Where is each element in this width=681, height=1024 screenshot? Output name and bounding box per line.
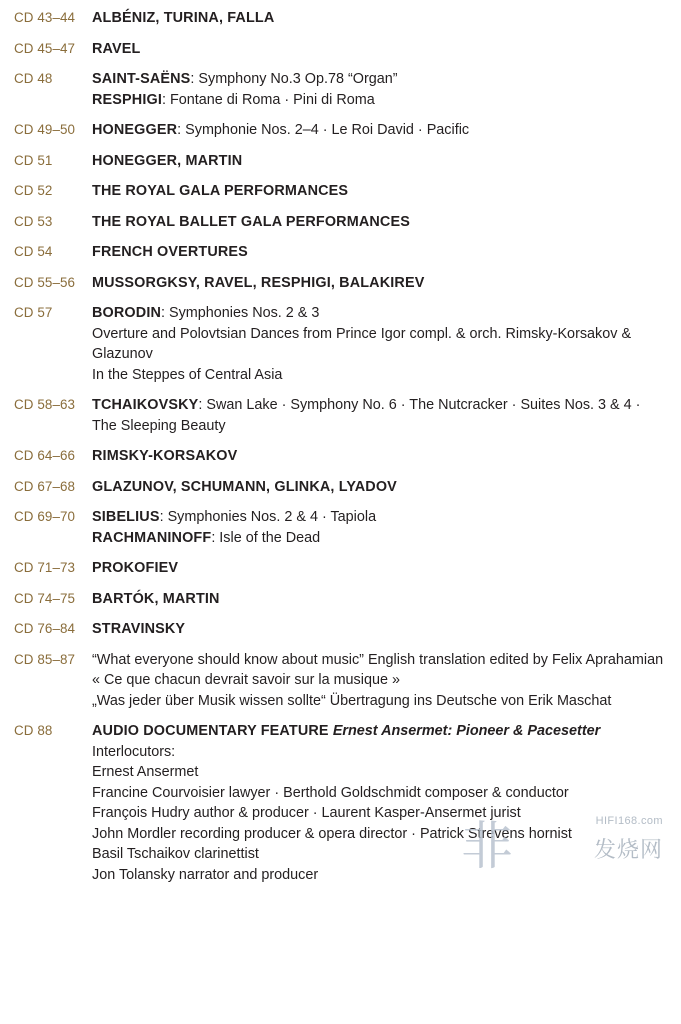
entry-title: THE ROYAL GALA PERFORMANCES	[92, 183, 349, 199]
entry-line	[92, 395, 667, 436]
entry-line	[92, 721, 667, 742]
list-item	[14, 558, 667, 579]
list-item	[14, 120, 667, 141]
cd-contents	[92, 558, 667, 579]
cd-number: CD 67–68	[14, 478, 76, 494]
work-description: : Fontane di Roma · Pini di Roma	[161, 91, 375, 108]
list-item	[14, 8, 667, 29]
entry-line	[92, 507, 667, 528]
cd-number: CD 71–73	[14, 560, 76, 575]
cd-contents	[92, 650, 667, 712]
composer-name: HONEGGER	[92, 122, 178, 138]
cd-number: CD 88	[14, 723, 53, 738]
cd-number: CD 58–63	[14, 397, 76, 412]
work-description: : Symphonies Nos. 2 & 3	[161, 305, 320, 321]
list-item	[14, 507, 667, 548]
cd-contents	[92, 721, 667, 885]
composer-name: SAINT-SAËNS	[92, 71, 191, 87]
entry-line	[92, 528, 667, 549]
cd-contents	[92, 273, 667, 294]
list-item	[14, 151, 667, 172]
composer-name: RACHMANINOFF	[92, 529, 212, 546]
entry-line	[92, 303, 667, 324]
cd-contents	[92, 212, 667, 233]
entry-line: In the Steppes of Central Asia	[92, 366, 283, 383]
cd-number: CD 74–75	[14, 590, 76, 606]
list-item	[14, 273, 667, 294]
watermark-url: HIFI168.com	[595, 815, 663, 827]
entry-line: Interlocutors:	[92, 743, 176, 760]
entry-title: ALBÉNIZ, TURINA, FALLA	[92, 10, 275, 26]
cd-number: CD 43–44	[14, 10, 76, 25]
cd-number: CD 53	[14, 213, 53, 229]
entry-line	[92, 69, 667, 90]
feature-label: AUDIO DOCUMENTARY FEATURE	[92, 723, 333, 739]
entry-title: BARTÓK, MARTIN	[92, 590, 220, 607]
cd-contents	[92, 39, 667, 60]
list-item	[14, 395, 667, 436]
work-description: : Symphony No.3 Op.78 “Organ”	[190, 71, 398, 87]
cd-contents	[92, 303, 667, 385]
cd-contents	[92, 477, 667, 498]
cd-contents	[92, 507, 667, 548]
entry-line	[92, 90, 667, 111]
entry-title: THE ROYAL BALLET GALA PERFORMANCES	[92, 213, 410, 230]
cd-contents	[92, 242, 667, 263]
cd-contents	[92, 120, 667, 141]
work-description: : Isle of the Dead	[211, 529, 321, 546]
entry-line: « Ce que chacun devrait savoir sur la musique »	[92, 672, 400, 688]
entry-title: FRENCH OVERTURES	[92, 244, 248, 260]
list-item	[14, 212, 667, 233]
entry-line: Jon Tolansky narrator and producer	[92, 866, 319, 883]
cd-number: CD 55–56	[14, 274, 76, 290]
list-item	[14, 589, 667, 610]
cd-number: CD 51	[14, 152, 53, 168]
cd-contents	[92, 181, 667, 202]
list-item	[14, 477, 667, 498]
cd-contents	[92, 151, 667, 172]
entry-line: John Mordler recording producer & opera director · Patrick Strevens hornist	[92, 825, 572, 842]
feature-title: Ernest Ansermet: Pioneer & Pacesetter	[332, 723, 601, 739]
cd-number: CD 69–70	[14, 509, 76, 524]
entry-line: Overture and Polovtsian Dances from Prince Igor compl. & orch. Rimsky-Korsakov & Glazunov	[92, 325, 632, 362]
cd-contents	[92, 446, 667, 467]
cd-number: CD 57	[14, 305, 53, 320]
list-item	[14, 69, 667, 110]
list-item	[14, 39, 667, 60]
entry-title: GLAZUNOV, SCHUMANN, GLINKA, LYADOV	[92, 478, 397, 495]
entry-title: RIMSKY-KORSAKOV	[92, 448, 238, 464]
entry-line: „Was jeder über Musik wissen sollte“ Übertragung ins Deutsche von Erik Maschat	[92, 692, 612, 709]
composer-name: RESPHIGI	[92, 91, 162, 108]
cd-number: CD 85–87	[14, 651, 76, 667]
cd-contents	[92, 395, 667, 436]
entry-title: STRAVINSKY	[92, 621, 186, 637]
list-item	[14, 619, 667, 640]
cd-contents	[92, 589, 667, 610]
cd-contents	[92, 619, 667, 640]
work-description: : Symphonies Nos. 2 & 4 · Tapiola	[159, 509, 377, 525]
cd-number: CD 48	[14, 71, 53, 86]
cd-number: CD 54	[14, 244, 53, 259]
watermark-site-name: 发烧网	[593, 838, 663, 863]
cd-number: CD 76–84	[14, 621, 76, 636]
entry-line: “What everyone should know about music” English translation edited by Felix Aprahamian	[92, 651, 664, 668]
composer-name: SIBELIUS	[92, 509, 160, 525]
entry-title: RAVEL	[92, 40, 141, 57]
cd-number: CD 49–50	[14, 122, 76, 137]
entry-title: MUSSORGKSY, RAVEL, RESPHIGI, BALAKIREV	[92, 274, 425, 291]
entry-line: Ernest Ansermet	[92, 764, 199, 780]
entry-title: PROKOFIEV	[92, 560, 179, 576]
list-item	[14, 721, 667, 885]
cd-number: CD 52	[14, 183, 53, 198]
work-description: : Swan Lake · Symphony No. 6 · The Nutcracker · Suites Nos. 3 & 4 · The Sleeping Beauty	[92, 397, 641, 434]
entry-line: Basil Tschaikov clarinettist	[92, 846, 259, 862]
cd-number: CD 64–66	[14, 448, 76, 463]
entry-line: Francine Courvoisier lawyer · Berthold Goldschmidt composer & conductor	[92, 784, 569, 801]
list-item	[14, 650, 667, 712]
composer-name: TCHAIKOVSKY	[92, 397, 199, 413]
entry-title: HONEGGER, MARTIN	[92, 152, 243, 169]
list-item	[14, 303, 667, 385]
cd-contents	[92, 69, 667, 110]
list-item	[14, 181, 667, 202]
entry-line	[92, 120, 667, 141]
cd-number: CD 45–47	[14, 40, 76, 56]
watermark-glyph: 非	[461, 817, 514, 877]
entry-line: François Hudry author & producer · Laurent Kasper-Ansermet jurist	[92, 805, 521, 821]
composer-name: BORODIN	[92, 305, 162, 321]
list-item	[14, 242, 667, 263]
cd-contents	[92, 8, 667, 29]
list-item	[14, 446, 667, 467]
work-description: : Symphonie Nos. 2–4 · Le Roi David · Pacific	[177, 122, 470, 138]
